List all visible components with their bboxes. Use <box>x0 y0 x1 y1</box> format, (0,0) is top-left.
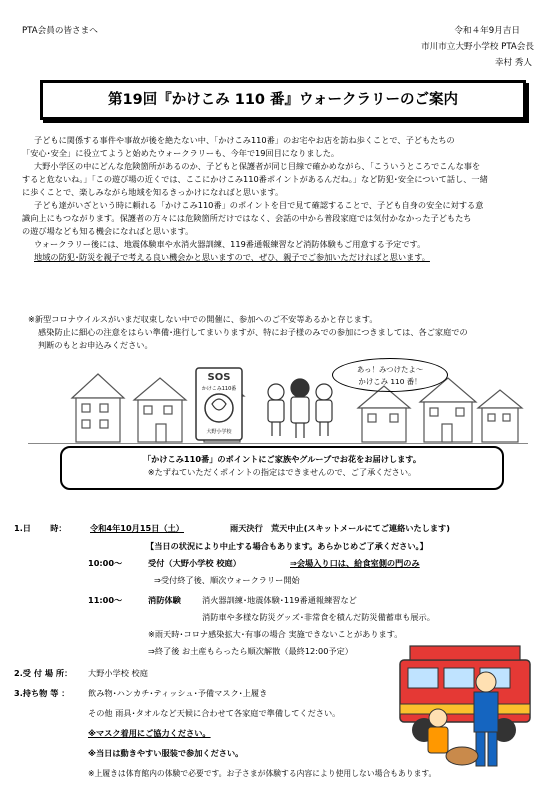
intro-line: 大野小学区の中にどんな危険箇所があるのか、子どもと保護者が同じ目線で確かめながら、「こういうところでこんな事を <box>34 161 481 171</box>
notice-box <box>60 446 504 490</box>
fire-truck-icon <box>400 646 530 742</box>
intro-line: の遊び場なども知る機会になればと思います。 <box>22 226 194 236</box>
intro-line: すると危ないね。」「この遊び場の近くでは、ここにかけこみ110番ポイントがあるんだね。」など防犯･安全について話し、一緒 <box>22 174 488 184</box>
notice-line: ※たずねていただくポイントの指定はできませんので、ご了承ください。 <box>147 467 417 477</box>
house-icon <box>478 390 522 442</box>
covid-line: ※新型コロナウイルスがいまだ収束しない中での開催に、参加へのご不安等あるかと存じます。 <box>28 314 378 324</box>
rain-policy: 雨天決行 荒天中止(スキットメールにてご連絡いたします) <box>230 523 450 533</box>
intro-line: 子ども達がいざという時に頼れる「かけこみ110番」のポイントを目で見て確認することで、子ども自身の安全に対する意 <box>34 200 484 210</box>
intro-line: 「安心･安全」に役立てようと始めたウォークラリーも、今年で19回目になりました。 <box>22 148 340 158</box>
date: 令和４年9月吉日 <box>454 26 520 36</box>
sos-sign-subtitle: かけこみ110番 <box>201 386 237 392</box>
page-title: 第19回『かけこみ 110 番』ウォークラリーのご案内 <box>40 80 526 120</box>
place-value: 大野小学校 校庭 <box>88 668 148 678</box>
recipient: PTA会員の皆さまへ <box>22 26 98 36</box>
house-icon <box>358 386 410 442</box>
cancel-note: ※雨天時･コロナ感染拡大･有事の場合 実施できないことがあります。 <box>148 629 403 639</box>
fire-truck-display: 消防車や多様な防災グッズ･非常食を積んだ防災備蓄車も展示。 <box>202 612 435 622</box>
intro-line: 子どもに関係する事件や事故が後を絶たない中、「かけこみ110番」のお宅やお店を訪ね歩くことで、子どもたちの <box>34 135 455 145</box>
intro-line: 識向上にもつながります。保護者の方々には危険箇所だけではなく、会話の中から普段家庭では気付かなかった子どもたち <box>22 213 472 223</box>
sos-sign-title: SOS <box>207 372 231 383</box>
fire-experience-detail: 消火器訓練･地震体験･119番通報練習など <box>202 595 357 605</box>
entrance-note: ⇒会場入り口は、給食室側の門のみ <box>290 558 420 568</box>
place-label: 2.受 付 場 所： <box>14 668 73 678</box>
clothing-note: ※当日は動きやすい服装で参加ください。 <box>88 748 244 758</box>
children-icon <box>268 379 332 438</box>
time-1100: 11:00～ <box>88 595 123 605</box>
schedule-note: 【当日の状況により中止する場合もあります。あらかじめご了承ください。】 <box>146 541 428 551</box>
items-label: 3.持ち物 等 ： <box>14 688 70 698</box>
bubble-line: あっ！みつけたよ～ <box>356 365 424 374</box>
dismissal-note: ⇒終了後 お土産もらったら順次解散（最終12:00予定） <box>148 646 353 656</box>
time-1000: 10:00～ <box>88 558 123 568</box>
house-icon <box>134 378 186 442</box>
walk-start-note: ⇒受付終了後、順次ウォークラリー開始 <box>154 575 300 585</box>
covid-line: 判断のもとお申込みください。 <box>38 340 153 350</box>
indoor-shoes-note: ※上履きは体育館内の体験で必要です。お子さまが体験する内容により使用しない場合もあります。 <box>88 769 437 778</box>
schedule-label: 1.日 時： <box>14 523 67 533</box>
notice-line: 「かけこみ110番」のポイントにご家族やグループでお花をお届けします。 <box>142 454 422 464</box>
speech-bubble <box>332 358 448 392</box>
mask-note: ※マスク着用にご協力ください。 <box>88 728 211 738</box>
intro-line: 地域の防犯･防災を親子で考える良い機会かと思いますので、ぜひ、親子でご参加いただければと思います。 <box>34 252 430 262</box>
sos-sign-footer: 大野小学校 <box>206 429 232 435</box>
intro-line: に歩くことで、楽しみながら地域を知るきっかけになればと思います。 <box>22 187 284 197</box>
bubble-line: かけこみ 110 番！ <box>358 377 422 386</box>
reception: 受付（大野小学校 校庭） <box>148 558 241 568</box>
event-date: 令和4年10月15日（土） <box>90 523 184 533</box>
house-icon <box>72 374 124 442</box>
covid-line: 感染防止に細心の注意をはらい準備･進行してまいりますが、特にお子様のみでの参加につきましては、各ご家庭での <box>38 327 468 337</box>
sender-name: 幸村 秀人 <box>494 58 532 68</box>
firefighter-icon <box>474 672 498 766</box>
ground-line <box>28 443 528 444</box>
intro-line: ウォークラリー後には、地震体験車や水消火器訓練、119番通報練習など消防体験もご用意する予定です。 <box>34 239 426 249</box>
organization: 市川市立大野小学校 PTA会長 <box>421 42 534 52</box>
items-value: 飲み物･ハンカチ･ティッシュ･予備マスク･上履き <box>88 688 268 698</box>
items-other: その他 雨具･タオルなど天候に合わせて各家庭で準備してください。 <box>88 708 341 718</box>
fire-experience: 消防体験 <box>148 595 181 605</box>
